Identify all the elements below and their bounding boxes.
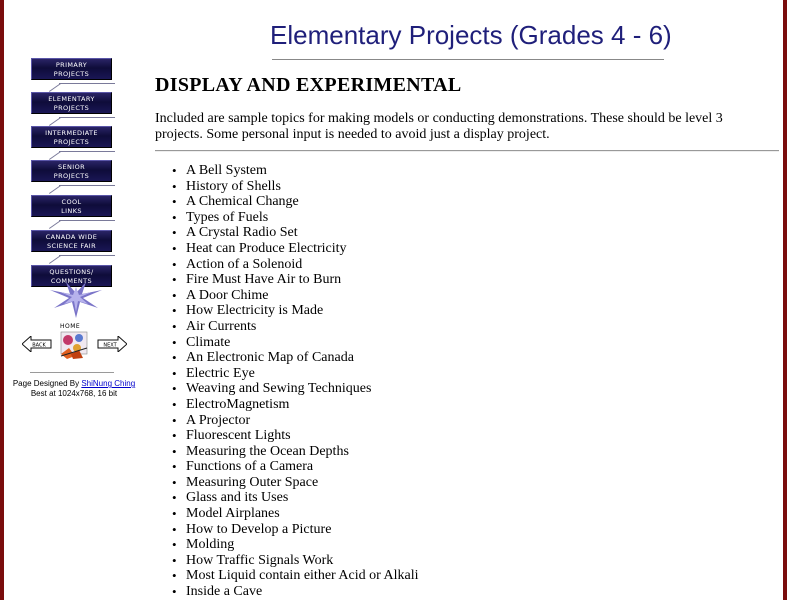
- starburst-icon: [48, 282, 104, 318]
- topic-list: [186, 163, 419, 600]
- topic-list-item: • Model Airplanes: [186, 506, 419, 522]
- nav-connector: [59, 151, 115, 152]
- topic-list-item: • Most Liquid contain either Acid or Alkali: [186, 568, 419, 584]
- nav-connector: [59, 83, 115, 84]
- nav-connector: [59, 117, 115, 118]
- nav-label-line1: INTERMEDIATE: [45, 129, 98, 137]
- sidebar: [4, 0, 144, 600]
- nav-label-line1: PRIMARY: [55, 61, 88, 69]
- nav-intermediate-projects-button[interactable]: [31, 126, 112, 148]
- nav-cool-links-button[interactable]: [31, 195, 112, 217]
- topic-list-item: • How Electricity is Made: [186, 303, 419, 319]
- back-label: BACK: [32, 342, 46, 349]
- home-label: HOME: [60, 323, 81, 330]
- topic-list-item: • Climate: [186, 335, 419, 351]
- topic-list-item: • A Chemical Change: [186, 194, 419, 210]
- topic-list-item: • How to Develop a Picture: [186, 522, 419, 538]
- nav-connector: [49, 220, 61, 229]
- topic-list-item: • Measuring the Ocean Depths: [186, 444, 419, 460]
- intro-paragraph: Included are sample topics for making models or conducting demonstrations. These should be level 3 projects. Some personal input is needed to avoid just a display project.: [155, 111, 723, 142]
- section-heading: DISPLAY AND EXPERIMENTAL: [155, 74, 462, 96]
- credit-prefix: Page Designed By: [12, 379, 82, 388]
- topic-list-item: • Electric Eye: [186, 366, 419, 382]
- topic-list-item: • History of Shells: [186, 179, 419, 195]
- topic-list-item: • Types of Fuels: [186, 210, 419, 226]
- content-divider: [155, 150, 779, 152]
- nav-connector: [59, 255, 115, 256]
- topic-list-item: • A Door Chime: [186, 288, 419, 304]
- topic-list-item: • A Bell System: [186, 163, 419, 179]
- right-frame-border: [783, 0, 787, 600]
- topic-list-item: • Air Currents: [186, 319, 419, 335]
- nav-label-line1: COOL: [61, 198, 82, 206]
- nav-label-line2: LINKS: [61, 207, 82, 215]
- topic-list-item: • Measuring Outer Space: [186, 475, 419, 491]
- back-arrow-button[interactable]: [22, 336, 52, 352]
- nav-senior-projects-button[interactable]: [31, 160, 112, 182]
- topic-list-item: • Molding: [186, 537, 419, 553]
- nav-label-line1: CANADA WIDE: [45, 233, 98, 241]
- topic-list-item: • Glass and its Uses: [186, 490, 419, 506]
- nav-connector: [59, 220, 115, 221]
- nav-connector: [49, 185, 61, 194]
- topic-list-item: • ElectroMagnetism: [186, 397, 419, 413]
- topic-list-item: • Fluorescent Lights: [186, 428, 419, 444]
- topic-list-item: • Heat can Produce Electricity: [186, 241, 419, 257]
- nav-label-line2: PROJECTS: [53, 138, 90, 146]
- nav-connector: [49, 255, 61, 264]
- nav-canada-wide-science-fair-button[interactable]: [31, 230, 112, 252]
- topic-list-item: • Inside a Cave: [186, 584, 419, 600]
- nav-label-line2: SCIENCE FAIR: [46, 242, 97, 250]
- nav-label-line2: PROJECTS: [53, 104, 90, 112]
- page-title: Elementary Projects (Grades 4 - 6): [270, 20, 672, 50]
- nav-connector: [59, 185, 115, 186]
- topic-list-item: • Action of a Solenoid: [186, 257, 419, 273]
- nav-connector: [49, 83, 61, 92]
- nav-label-line1: SENIOR: [57, 163, 86, 171]
- nav-connector: [49, 117, 61, 126]
- nav-elementary-projects-button[interactable]: [31, 92, 112, 114]
- nav-label-line1: ELEMENTARY: [48, 95, 95, 103]
- next-arrow-button[interactable]: [97, 336, 127, 352]
- topic-list-item: • How Traffic Signals Work: [186, 553, 419, 569]
- nav-label-line2: PROJECTS: [53, 172, 90, 180]
- designer-link[interactable]: ShiNung Ching: [81, 379, 136, 388]
- title-divider: [272, 59, 664, 60]
- topic-list-item: • Functions of a Camera: [186, 459, 419, 475]
- topic-list-item: • A Crystal Radio Set: [186, 225, 419, 241]
- nav-label-line2: PROJECTS: [53, 70, 90, 78]
- nav-connector: [49, 151, 61, 160]
- topic-list-item: • A Projector: [186, 413, 419, 429]
- topic-list-item: • An Electronic Map of Canada: [186, 350, 419, 366]
- nav-label-line1: QUESTIONS/: [49, 268, 94, 276]
- resolution-note: Best at 1024x768, 16 bit: [30, 389, 118, 398]
- home-icon[interactable]: [57, 330, 91, 360]
- nav-label-line2: COMMENTS: [50, 277, 93, 285]
- topic-list-item: • Fire Must Have Air to Burn: [186, 272, 419, 288]
- next-label: NEXT: [103, 342, 117, 349]
- sidebar-divider: [30, 372, 114, 373]
- topic-list-item: • Weaving and Sewing Techniques: [186, 381, 419, 397]
- design-credit: [4, 379, 144, 399]
- nav-primary-projects-button[interactable]: [31, 58, 112, 80]
